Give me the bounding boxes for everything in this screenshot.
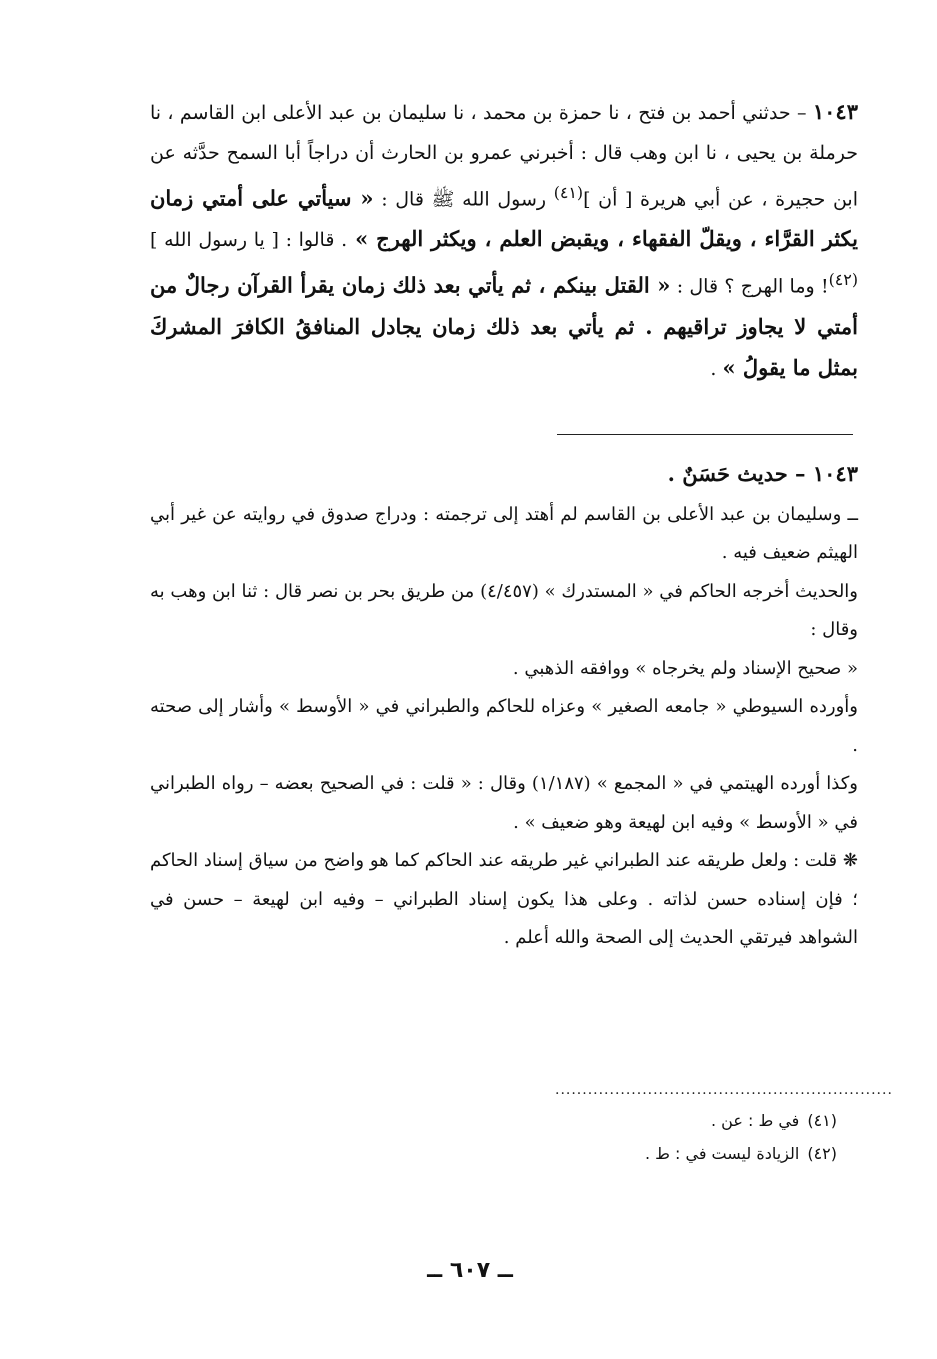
commentary-paragraph: والحديث أخرجه الحاكم في « المستدرك » (٤/٤٥٧) من طريق بحر بن نصر قال : ثنا ابن وهب به وقال : [150, 580, 859, 640]
footnote-text: في ط : عن . [710, 1111, 800, 1130]
footnote-number: (٤١) [807, 1111, 837, 1130]
commentary [150, 455, 858, 958]
footnote-marker-42: (٤٢) [828, 270, 858, 290]
hadith-paragraph [150, 92, 858, 389]
hadith-middle-end: ! وما الهرج ؟ قال : [670, 275, 829, 298]
footnote-marker-41: (٤١) [553, 183, 584, 202]
section-divider [557, 434, 853, 435]
hadith-isnad-end: رسول الله ﷺ قال : [381, 188, 554, 211]
hadith-matn-1: « سيأتي على أمتي زمان يكثر القرَّاء ، ويقلّ الفقهاء ، ويقبض العلم ، ويكثر الهرج » [150, 185, 858, 252]
footnote-separator: .............................................................. [555, 1082, 893, 1098]
hadith-text [150, 92, 858, 389]
footnote-number: (٤٢) [807, 1144, 837, 1163]
footnote-41 [437, 1104, 837, 1137]
commentary-paragraph: وكذا أورده الهيتمي في « المجمع » (١/١٨٧) وقال : « قلت : في الصحيح بعضه – رواه الطبراني في « الأوسط » وفيه ابن لهيعة وهو ضعيف » . [150, 773, 858, 833]
page-number: ــ ٦٠٧ ــ [427, 1258, 513, 1283]
commentary-paragraph: ❋ قلت : ولعل طريقه عند الطبراني غير طريقه عند الحاكم كما هو واضح من سياق إسناد الحاكم ؛ فإن إسناده حسن لذاته . وعلى هذا يكون إسناد الطبراني – وفيه ابن لهيعة – حسن في الشواهد فيرتقي الحديث إلى الصحة والله أعلم . [150, 850, 858, 948]
hadith-end: . [710, 357, 723, 380]
hadith-middle: . قالوا : [ يا رسول الله ] [150, 229, 348, 252]
commentary-paragraph: ــ وسليمان بن عبد الأعلى بن القاسم لم أهتد إلى ترجمته : ودراج صدوق في روايته عن غير أبي الهيثم ضعيف فيه . [150, 503, 858, 563]
footnote-42 [437, 1137, 837, 1170]
commentary-heading: ١٠٤٣ – حديث حَسَنٌ . [667, 461, 858, 486]
footnotes [437, 1104, 837, 1170]
hadith-isnad: – حدثني أحمد بن فتح ، نا حمزة بن محمد ، نا سليمان بن عبد الأعلى ابن القاسم ، نا حرملة بن يحيى ، نا ابن وهب قال : أخبرني عمرو بن الحارث أن دراجاً أبا السمح حدَّثه عن ابن حجيرة ، عن أبي هريرة [ أن ] [150, 102, 858, 211]
commentary-paragraph: « صحيح الإسناد ولم يخرجاه » ووافقه الذهبي . [512, 657, 858, 679]
footnote-text: الزيادة ليست في : ط . [644, 1144, 800, 1163]
commentary-paragraph: وأورده السيوطي « جامعه الصغير » وعزاه للحاكم والطبراني في « الأوسط » وأشار إلى صحته . [150, 696, 858, 756]
hadith-number: ١٠٤٣ [812, 99, 858, 124]
hadith-matn-2: « القتل بينكم ، ثم يأتي بعد ذلك زمان يقرأ القرآن رجالٌ من أمتي لا يجاوز تراقيهم . ثم يأتي بعد ذلك زمان يجادل المنافقُ الكافرَ المشركَ بمثل ما يقولُ » [150, 272, 858, 380]
